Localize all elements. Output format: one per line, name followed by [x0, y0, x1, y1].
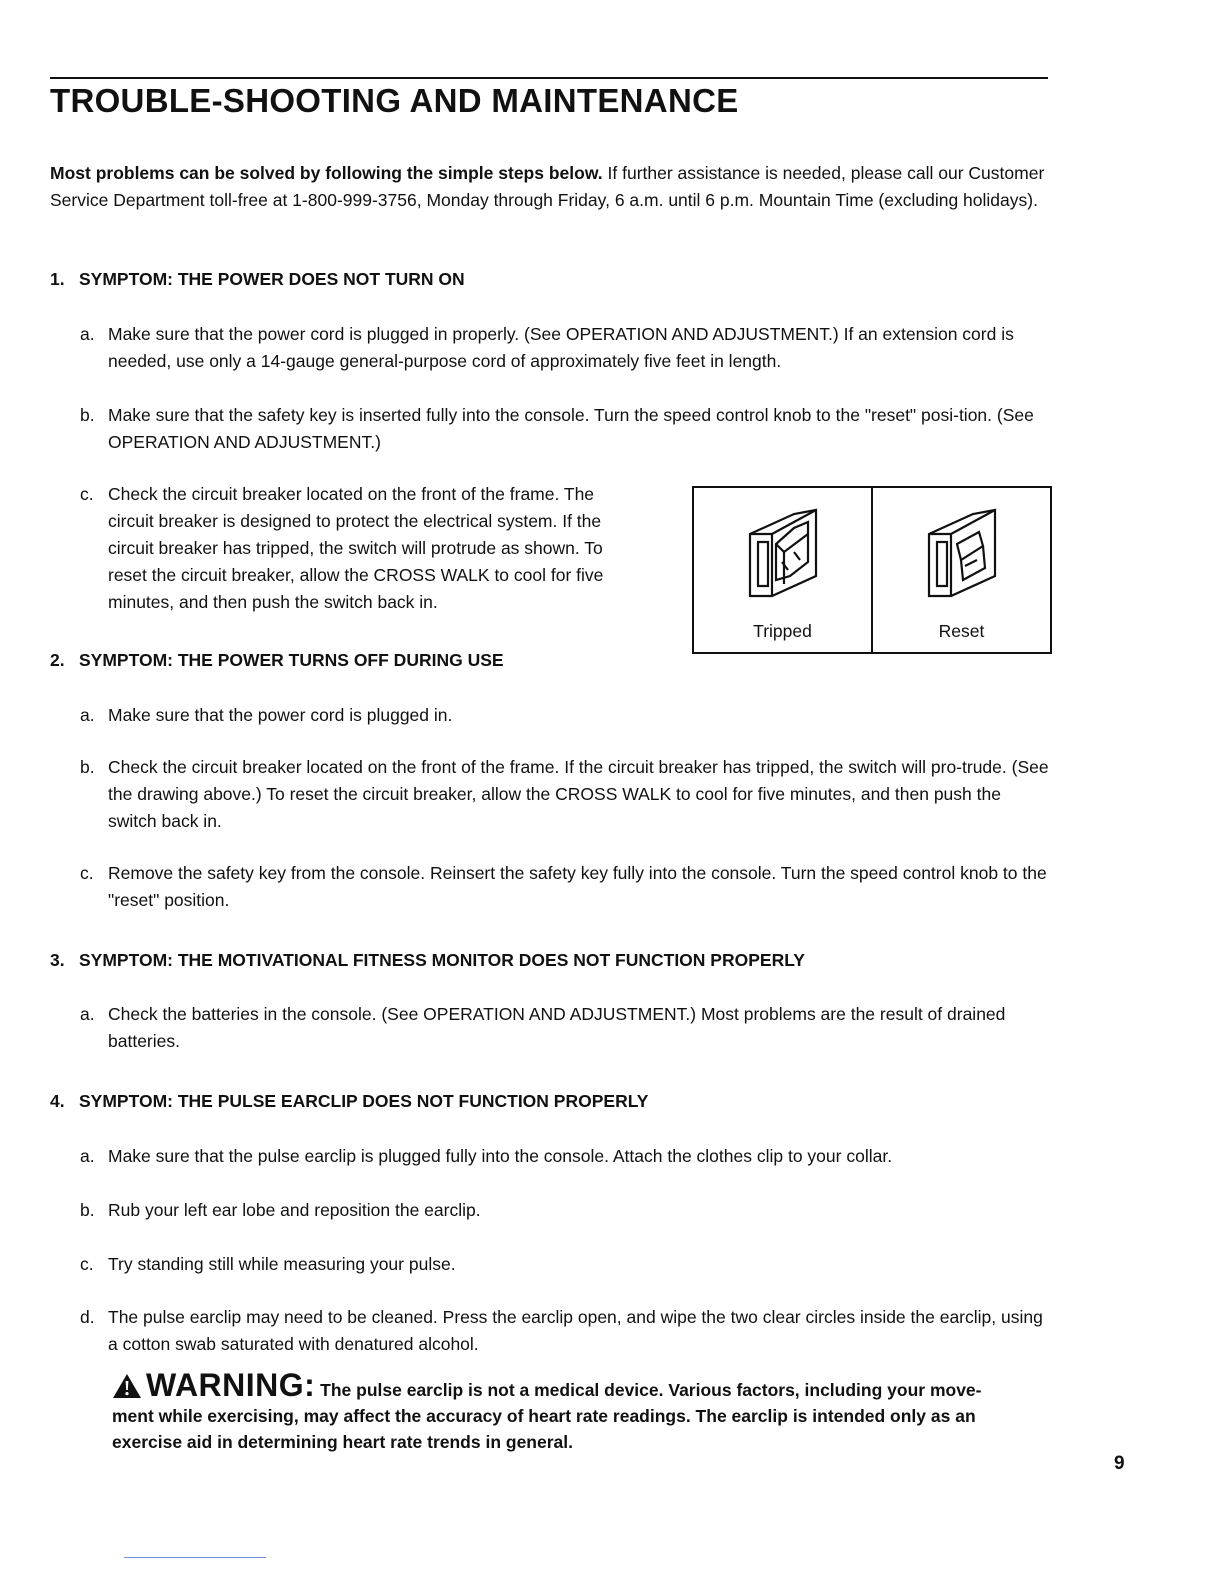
- footer-line: [124, 1557, 266, 1558]
- page-title: TROUBLE-SHOOTING AND MAINTENANCE: [50, 82, 739, 119]
- list-item: a. Make sure that the power cord is plugged in.: [80, 705, 453, 725]
- list-item: a. Make sure that the pulse earclip is plugged fully into the console. Attach the clothes clip to your collar.: [80, 1146, 893, 1166]
- warning-block: [112, 1367, 1012, 1455]
- list-item: c. Remove the safety key from the console. Reinsert the safety key fully into the console. Turn the speed control knob to the "reset" position.: [80, 863, 1047, 910]
- page-number: 9: [1114, 1453, 1125, 1474]
- list-item: b. Rub your left ear lobe and reposition the earclip.: [80, 1200, 481, 1220]
- list-item: c. Check the circuit breaker located on the front of the frame. The circuit breaker is designed to protect the electrical system. If the circuit breaker has tripped, the switch will protrude as shown. To reset the circuit breaker, allow the CROSS WALK to cool for five minutes, and then push the switch back in.: [80, 484, 604, 612]
- list-item: a. Make sure that the power cord is plugged in properly. (See OPERATION AND ADJUSTMENT.) If an extension cord is needed, use only a 14-gauge general-purpose cord of approximately five feet in length.: [80, 324, 1014, 371]
- warning-text: The pulse earclip is not a medical device. Various factors, including your move-ment while exercising, may affect the accuracy of heart rate readings. The earclip is intended only as an exercise aid in determining heart rate trends in general.: [112, 1380, 982, 1452]
- circuit-breaker-figure: [692, 486, 1052, 654]
- figure-caption-reset: Reset: [938, 621, 985, 641]
- figure-reset-panel: [871, 488, 1050, 652]
- list-item: d. The pulse earclip may need to be cleaned. Press the earclip open, and wipe the two clear circles inside the earclip, using a cotton swab saturated with denatured alcohol.: [80, 1307, 1043, 1354]
- header-rule: [50, 77, 1048, 79]
- intro-paragraph: [50, 160, 1060, 214]
- symptom-heading-4: 4. SYMPTOM: THE PULSE EARCLIP DOES NOT FUNCTION PROPERLY: [50, 1091, 649, 1111]
- list-item: b. Check the circuit breaker located on the front of the frame. If the circuit breaker has tripped, the switch will pro-trude. (See the drawing above.) To reset the circuit breaker, allow the CROSS WALK to cool for five minutes, and then push the switch back in.: [80, 757, 1049, 831]
- list-item: a. Check the batteries in the console. (See OPERATION AND ADJUSTMENT.) Most problems are the result of drained batteries.: [80, 1004, 1006, 1051]
- warning-label: WARNING:: [146, 1367, 316, 1403]
- figure-tripped-panel: [694, 488, 871, 652]
- symptom-heading-2: 2. SYMPTOM: THE POWER TURNS OFF DURING USE: [50, 650, 504, 670]
- intro-bold: Most problems can be solved by following the simple steps below.: [50, 163, 603, 183]
- symptom-heading-3: 3. SYMPTOM: THE MOTIVATIONAL FITNESS MONITOR DOES NOT FUNCTION PROPERLY: [50, 950, 805, 970]
- list-item: c. Try standing still while measuring your pulse.: [80, 1254, 456, 1274]
- tripped-switch-icon: [738, 500, 828, 600]
- figure-caption-tripped: Tripped: [753, 621, 812, 641]
- warning-triangle-icon: [112, 1373, 142, 1399]
- list-item: b. Make sure that the safety key is inserted fully into the console. Turn the speed control knob to the "reset" posi-tion. (See OPERATION AND ADJUSTMENT.): [80, 405, 1034, 452]
- intro-text: If further assistance is needed, please call our Customer Service Department toll-free at 1-800-999-3756, Monday through Friday, 6 a.m. until 6 p.m. Mountain Time (excluding holidays).: [50, 163, 1045, 210]
- reset-switch-icon: [917, 500, 1007, 600]
- symptom-heading-1: 1. SYMPTOM: THE POWER DOES NOT TURN ON: [50, 269, 465, 289]
